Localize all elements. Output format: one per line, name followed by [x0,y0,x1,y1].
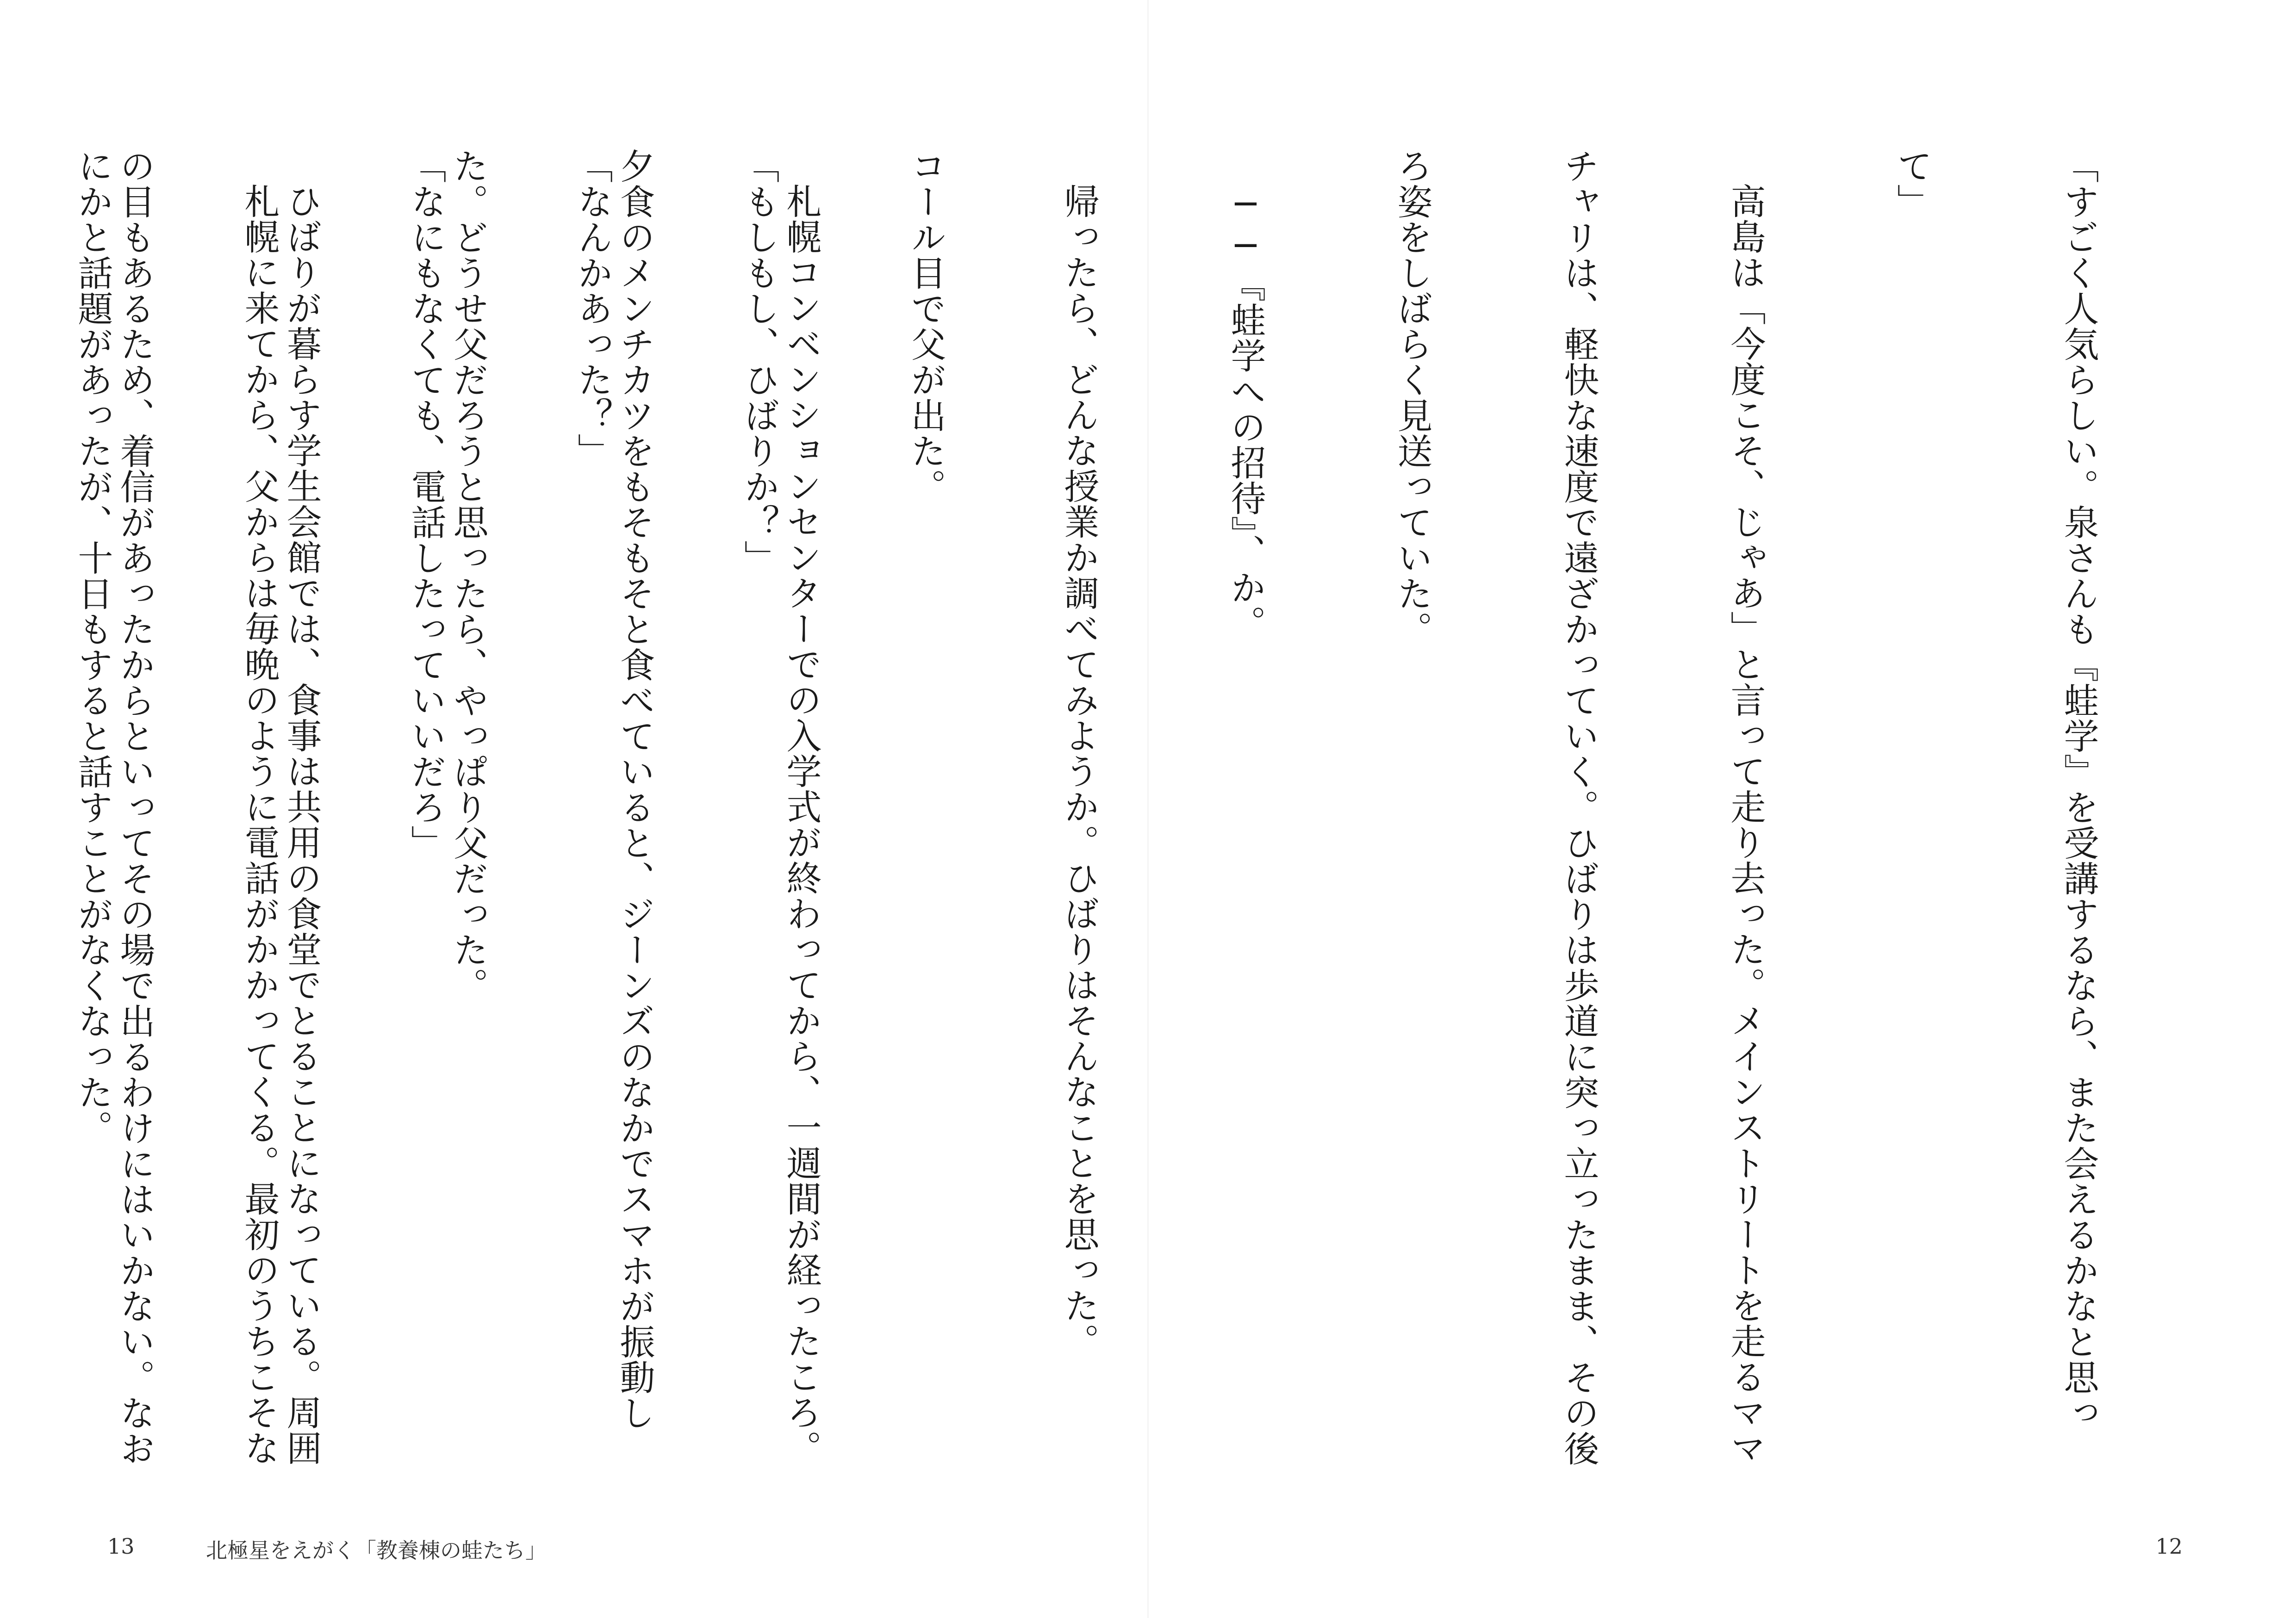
text-line: 夕食のメンチカツをもそもそと食べていると、ジーンズのなかでスマホが振動し [614,148,655,1431]
text-line: ひばりが暮らす学生会館では、食事は共用の食堂でとることになっている。周囲 [281,183,322,1466]
text-line: 高島は「今度こそ、じゃあ」と言って走り去った。メインストリートを走るママ [1725,183,1766,1466]
text-line: ろ姿をしばらく見送っていた。 [1392,148,1433,647]
text-line: 帰ったら、どんな授業か調べてみようか。ひばりはそんなことを思った。 [1058,183,1100,1359]
text-line: 「なにもなくても、電話したっていいだろ」 [405,148,447,861]
text-line: チャリは、軽快な速度で遠ざかっていく。ひばりは歩道に突っ立ったまま、その後 [1558,148,1599,1466]
text-line: て」 [1892,148,1933,219]
page-number: 13 [107,1534,135,1559]
text-line: 「すごく人気らしい。泉さんも『蛙学』を受講するなら、また会えるかなと思っ [2058,148,2099,1431]
text-line: の目もあるため、着信があったからといってその場で出るわけにはいかない。なお [114,148,156,1466]
text-line: 「もしもし、ひばりか？」 [739,148,780,576]
text-line: コール目で父が出た。 [905,148,946,504]
page-number: 12 [2155,1534,2183,1559]
vertical-text-block [72,148,1064,1499]
running-head: 北極星をえがく「教養棟の蛙たち」 [206,1538,547,1563]
text-line: た。どうせ父だろうと思ったら、やっぱり父だった。 [448,148,489,1003]
text-line: 札幌コンベンションセンターでの入学式が終わってから、一週間が経ったころ。 [781,183,822,1466]
text-line: にかと話題があったが、十日もすると話すことがなくなった。 [72,148,113,1146]
text-line: ──『蛙学への招待』、か。 [1225,183,1266,641]
text-line: 札幌に来てから、父からは毎晩のように電話がかかってくる。最初のうちこそな [239,183,280,1466]
text-line: 「なんかあった？」 [572,148,613,469]
